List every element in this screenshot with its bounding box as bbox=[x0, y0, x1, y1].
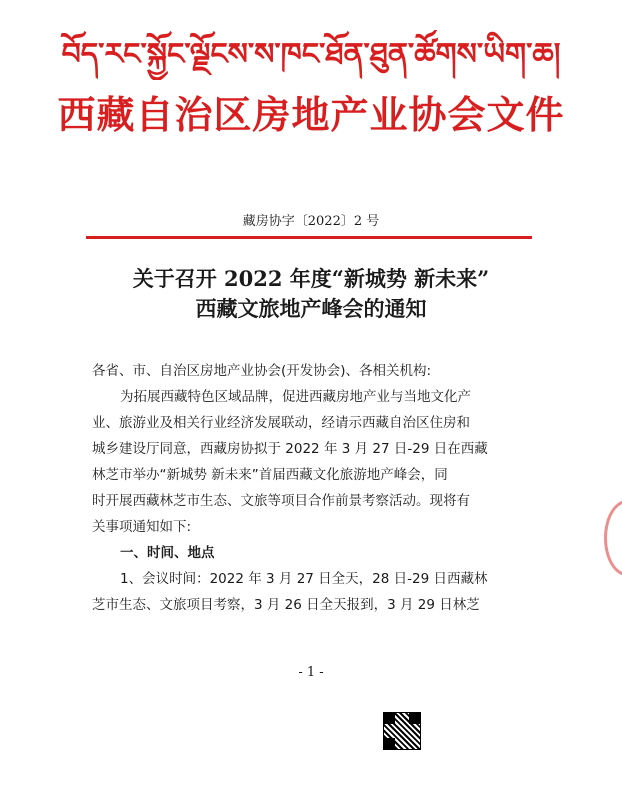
paragraph-line: 业、旅游业及相关行业经济发展联动，经请示西藏自治区住房和 bbox=[92, 415, 470, 431]
red-divider-line bbox=[86, 236, 532, 239]
paragraph-line: 为拓展西藏特色区域品牌，促进西藏房地产业与当地文化产 bbox=[120, 389, 471, 405]
document-title bbox=[60, 264, 562, 324]
organization-header: 西藏自治区房地产业协会文件 bbox=[57, 92, 565, 137]
section-heading: 一、时间、地点 bbox=[120, 545, 215, 561]
paragraph-line: 时开展西藏林芝市生态、文旅等项目合作前景考察活动。现将有 bbox=[92, 493, 470, 509]
seal-fragment bbox=[604, 500, 622, 576]
title-line-1: 关于召开 2022 年度“新城势 新未来” bbox=[132, 266, 490, 291]
tibetan-header: བོད་རང་སྐྱོང་ལྗོངས་ས་ཁང་ཐོན་ཐུན་ཚོགས་ཡིག་ཆ། bbox=[61, 37, 561, 72]
page-number: - 1 - bbox=[298, 665, 324, 680]
qr-code-icon bbox=[383, 712, 421, 750]
title-line-2: 西藏文旅地产峰会的通知 bbox=[195, 296, 427, 321]
document-number: 藏房协字〔2022〕2 号 bbox=[242, 214, 380, 229]
paragraph-line: 城乡建设厅同意，西藏房协拟于 2022 年 3 月 27 日-29 日在西藏 bbox=[92, 441, 488, 457]
item-line: 芝市生态、文旅项目考察，3 月 26 日全天报到，3 月 29 日林芝 bbox=[92, 597, 480, 613]
document-body bbox=[92, 358, 532, 618]
paragraph-line: 关事项通知如下: bbox=[92, 519, 192, 535]
salutation: 各省、市、自治区房地产业协会(开发协会)、各相关机构: bbox=[92, 363, 432, 379]
paragraph-line: 林芝市举办“新城势 新未来”首届西藏文化旅游地产峰会，同 bbox=[92, 467, 448, 483]
item-line: 1、会议时间：2022 年 3 月 27 日全天，28 日-29 日西藏林 bbox=[120, 571, 488, 587]
